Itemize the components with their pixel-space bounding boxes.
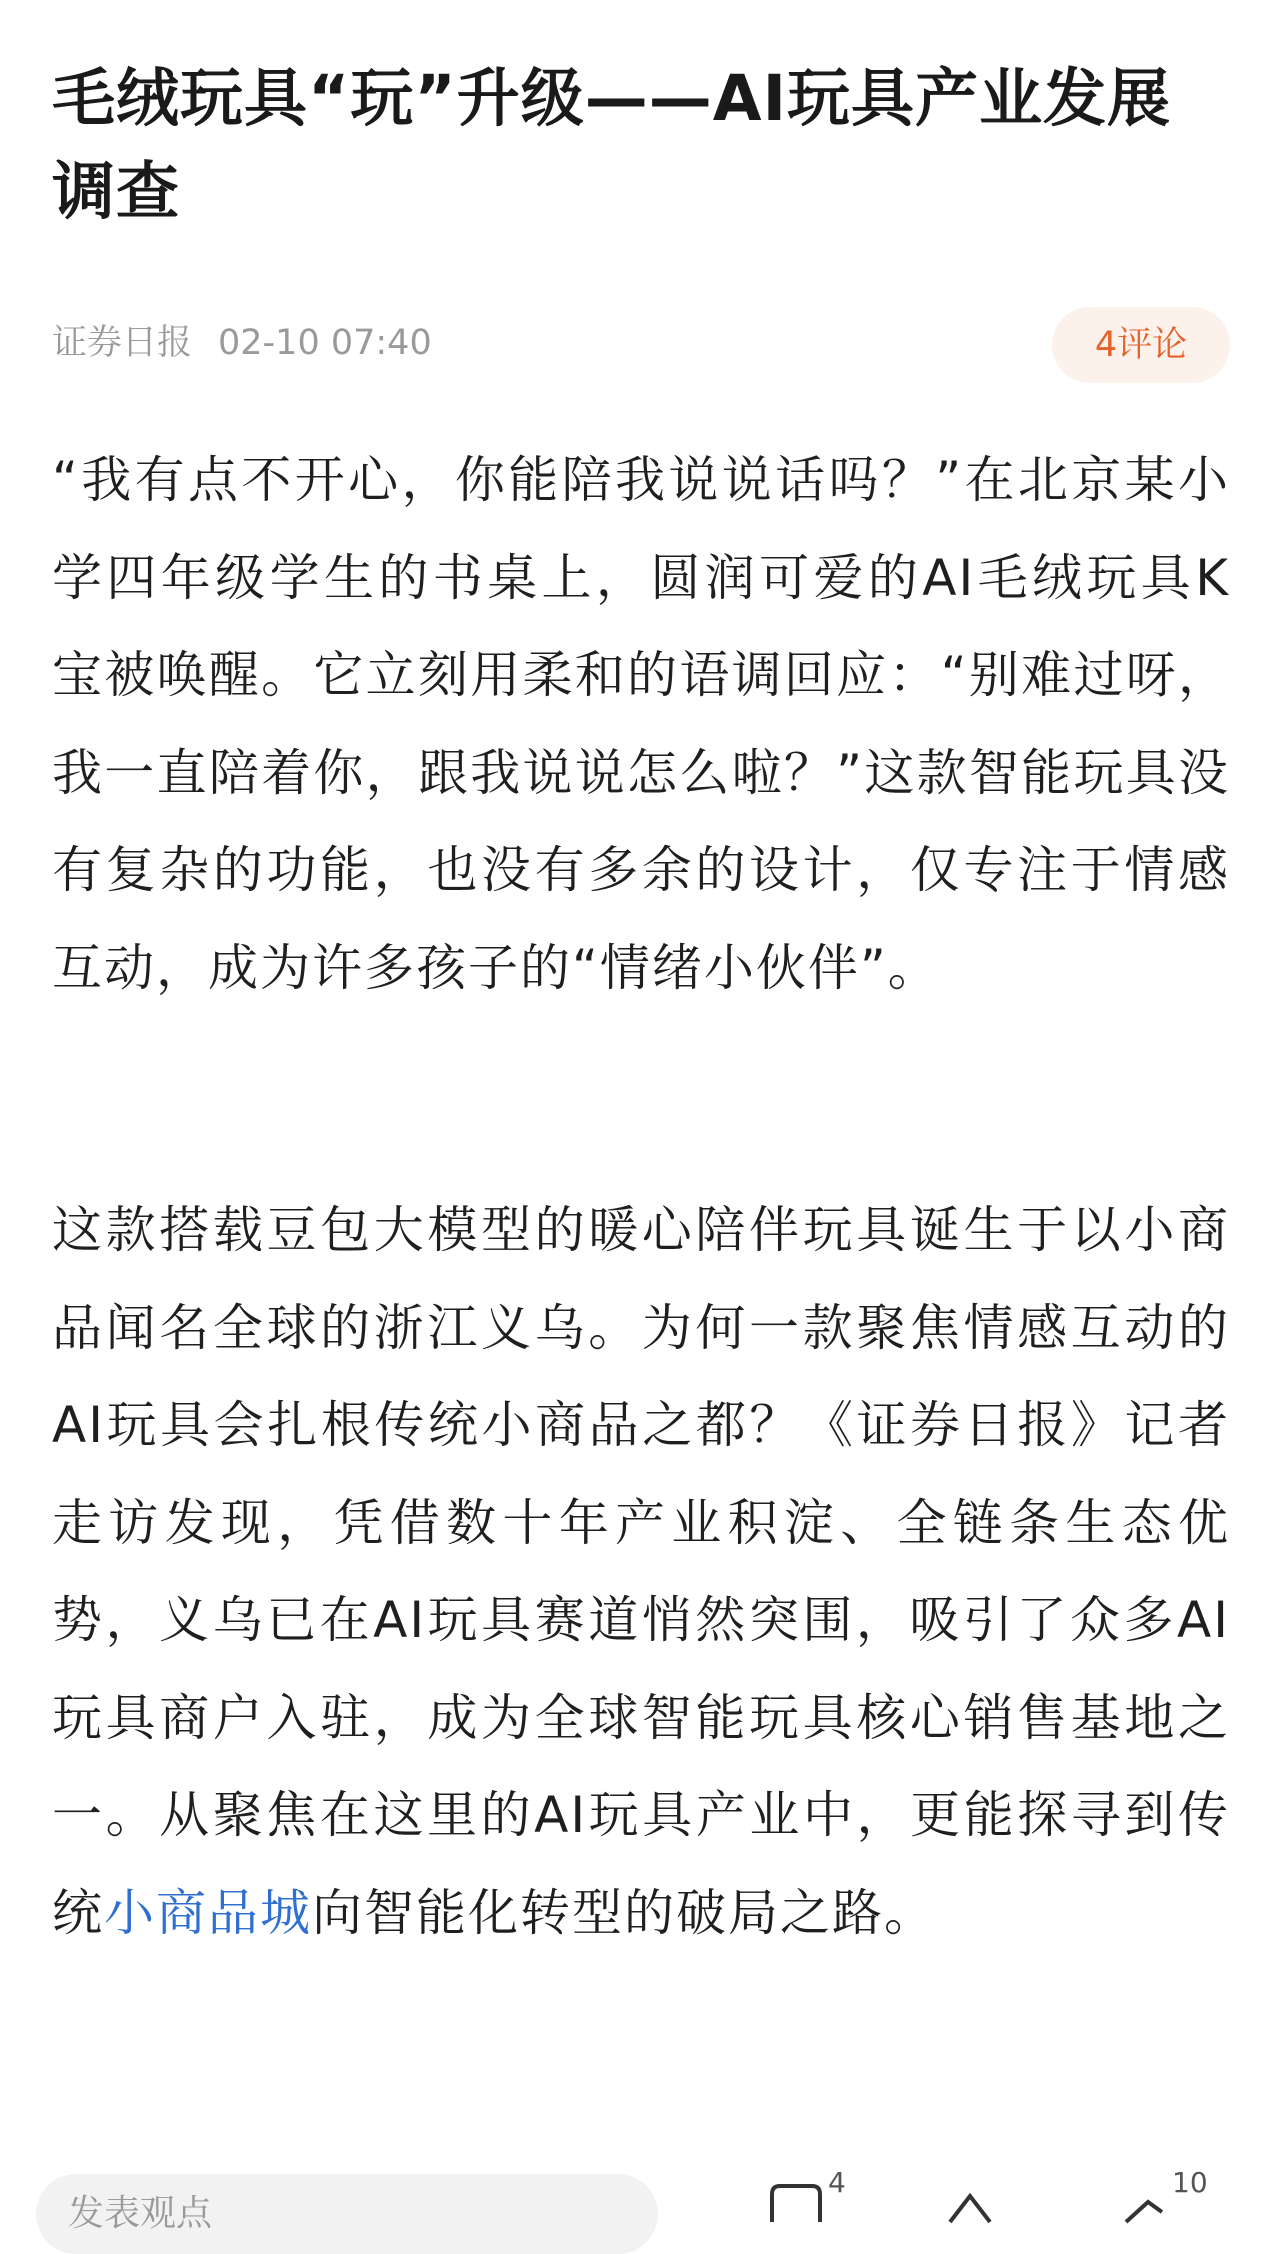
paragraph-2 bbox=[52, 1182, 1230, 1962]
xiaoshangpincheng-link[interactable]: 小商品城 bbox=[104, 1883, 312, 1942]
comment-icon[interactable] bbox=[766, 2182, 826, 2222]
like-icon[interactable] bbox=[1118, 2182, 1178, 2222]
paragraph-2-text-a: 这款搭载豆包大模型的暖心陪伴玩具诞生于以小商品闻名全球的浙江义乌。为何一款聚焦情感互动的AI玩具会扎根传统小商品之都？《证券日报》记者走访发现，凭借数十年产业积淀、全链条生态优势，义乌已在AI玩具赛道悄然突围，吸引了众多AI玩具商户入驻，成为全球智能玩具核心销售基地之一。从聚焦在这里的AI玩具产业中，更能探寻到传统 bbox=[52, 1201, 1230, 1942]
article-time: 02-10 07:40 bbox=[218, 323, 432, 363]
article-meta bbox=[52, 318, 458, 368]
bottom-action-bar bbox=[0, 2166, 1280, 2234]
comment-count-button[interactable]: 4评论 bbox=[1052, 307, 1230, 383]
comment-count-badge: 4 bbox=[828, 2166, 846, 2199]
paragraph-2-text-b: 向智能化转型的破局之路。 bbox=[312, 1883, 936, 1942]
share-count-badge: 10 bbox=[1172, 2166, 1208, 2199]
paragraph-1: “我有点不开心，你能陪我说说话吗？”在北京某小学四年级学生的书桌上，圆润可爱的AI毛绒玩具K宝被唤醒。它立刻用柔和的语调回应：“别难过呀，我一直陪着你，跟我说说怎么啦？”这款智能玩具没有复杂的功能，也没有多余的设计，仅专注于情感互动，成为许多孩子的“情绪小伙伴”。 bbox=[52, 451, 1230, 997]
article-title: 毛绒玩具“玩”升级——AI玩具产业发展调查 bbox=[52, 62, 1172, 228]
comment-input[interactable]: 发表观点 bbox=[36, 2174, 658, 2254]
article-source[interactable]: 证券日报 bbox=[52, 323, 193, 363]
share-icon[interactable] bbox=[940, 2182, 1000, 2222]
